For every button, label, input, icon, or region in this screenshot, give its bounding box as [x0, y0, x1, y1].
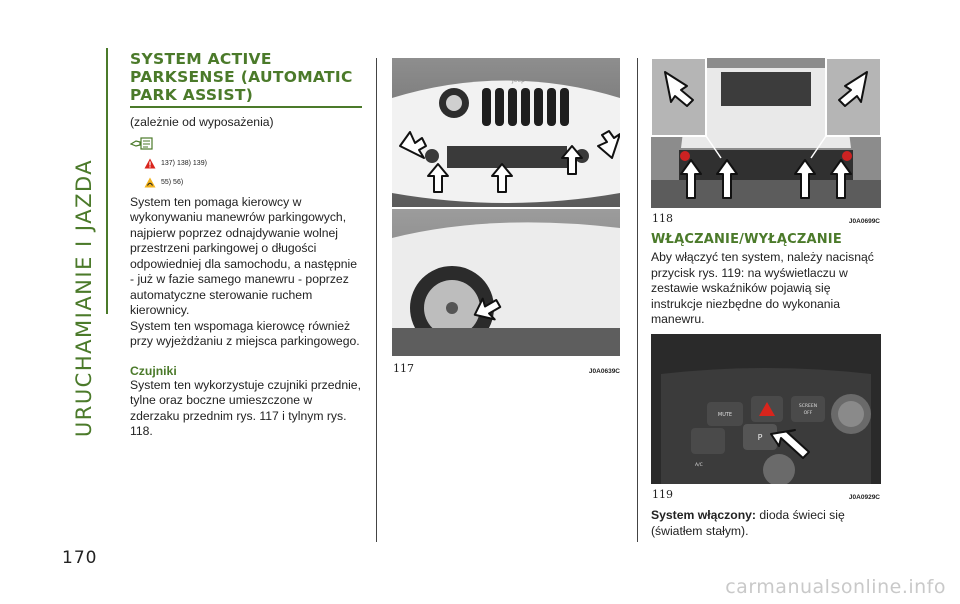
off-label: OFF [803, 411, 813, 416]
caution-reference-row [144, 175, 362, 191]
availability-note: (zależnie od wyposażenia) [130, 115, 274, 129]
manual-hand-icon [130, 135, 154, 151]
figure-number: 118 [652, 212, 673, 225]
warning-reference-row [144, 156, 362, 172]
right-column [651, 232, 883, 328]
screen-label: SCREEN [798, 404, 818, 409]
figure-number: 117 [393, 362, 414, 375]
park-assist-button[interactable]: P [757, 433, 763, 442]
caution-triangle-icon [144, 177, 156, 188]
warning-triangle-icon [144, 158, 156, 169]
intro-paragraph: System ten pomaga kierowcy w wykonywaniu manewrów parkingowych, najpierw poprzez odnajdywanie wolnej przestrzeni parkingowej o długości odpowiedniej dla samochodu, a następnie - już w fazie samego manewru - poprzez automatyczne sterowanie ruchem kierownicy. [130, 194, 357, 317]
status-paragraph [651, 508, 883, 539]
intro-paragraph-2: System ten wspomaga kierowcę również przy wyjeżdżaniu z miejsca parkingowego. [130, 318, 360, 348]
caution-references: 55) 56) [161, 179, 184, 186]
title-rule [130, 106, 362, 108]
section-title [130, 50, 362, 104]
section-title-line: SYSTEM ACTIVE [130, 50, 272, 68]
column-divider [376, 58, 377, 542]
on-off-paragraph: Aby włączyć ten system, należy nacisnąć przycisk rys. 119: na wyświetlaczu w zestawie wskaźników pojawią się instrukcje niezbędne do wykonania manewru. [651, 250, 874, 326]
on-off-heading: WŁĄCZANIE/WYŁĄCZANIE [651, 232, 842, 247]
ac-label: A/C [695, 463, 703, 468]
figure-118-caption [652, 212, 880, 225]
front-bumper-illustration [392, 58, 620, 356]
chapter-rule [106, 48, 108, 314]
figure-code: J0A0639C [588, 368, 620, 375]
car-badge: Jeep [512, 77, 525, 84]
figure-code: J0A0699C [848, 218, 880, 225]
figure-117-front-sensors [392, 58, 620, 356]
page-number: 170 [62, 548, 98, 568]
status-label: System włączony: [651, 508, 756, 522]
status-description: dioda świeci się (światłem stałym). [651, 508, 845, 538]
column-divider [637, 58, 638, 542]
figure-117-caption [393, 362, 620, 375]
figure-number: 119 [652, 488, 673, 501]
section-title-line: PARKSENSE (AUTOMATIC [130, 68, 353, 86]
rear-bumper-illustration [651, 58, 881, 208]
manual-icon-row [130, 133, 362, 153]
figure-118-rear-sensors [651, 58, 881, 208]
figure-code: J0A0929C [848, 494, 880, 501]
sensors-heading: Czujniki [130, 363, 177, 378]
watermark: carmanualsonline.info [725, 576, 946, 598]
figure-119-park-assist-button [651, 334, 881, 484]
section-title-line: PARK ASSIST) [130, 86, 254, 104]
figure-119-caption [652, 488, 880, 501]
sensors-paragraph: System ten wykorzystuje czujniki przednie, tylne oraz boczne umieszczone w zderzaku przednim rys. 117 i tylnym rys. 118. [130, 377, 361, 438]
left-column [130, 50, 362, 440]
chapter-title: URUCHAMIANIE I JAZDA [72, 158, 96, 438]
mute-label: MUTE [717, 412, 733, 418]
dashboard-button-illustration [651, 334, 881, 484]
warning-references: 137) 138) 139) [161, 160, 207, 167]
